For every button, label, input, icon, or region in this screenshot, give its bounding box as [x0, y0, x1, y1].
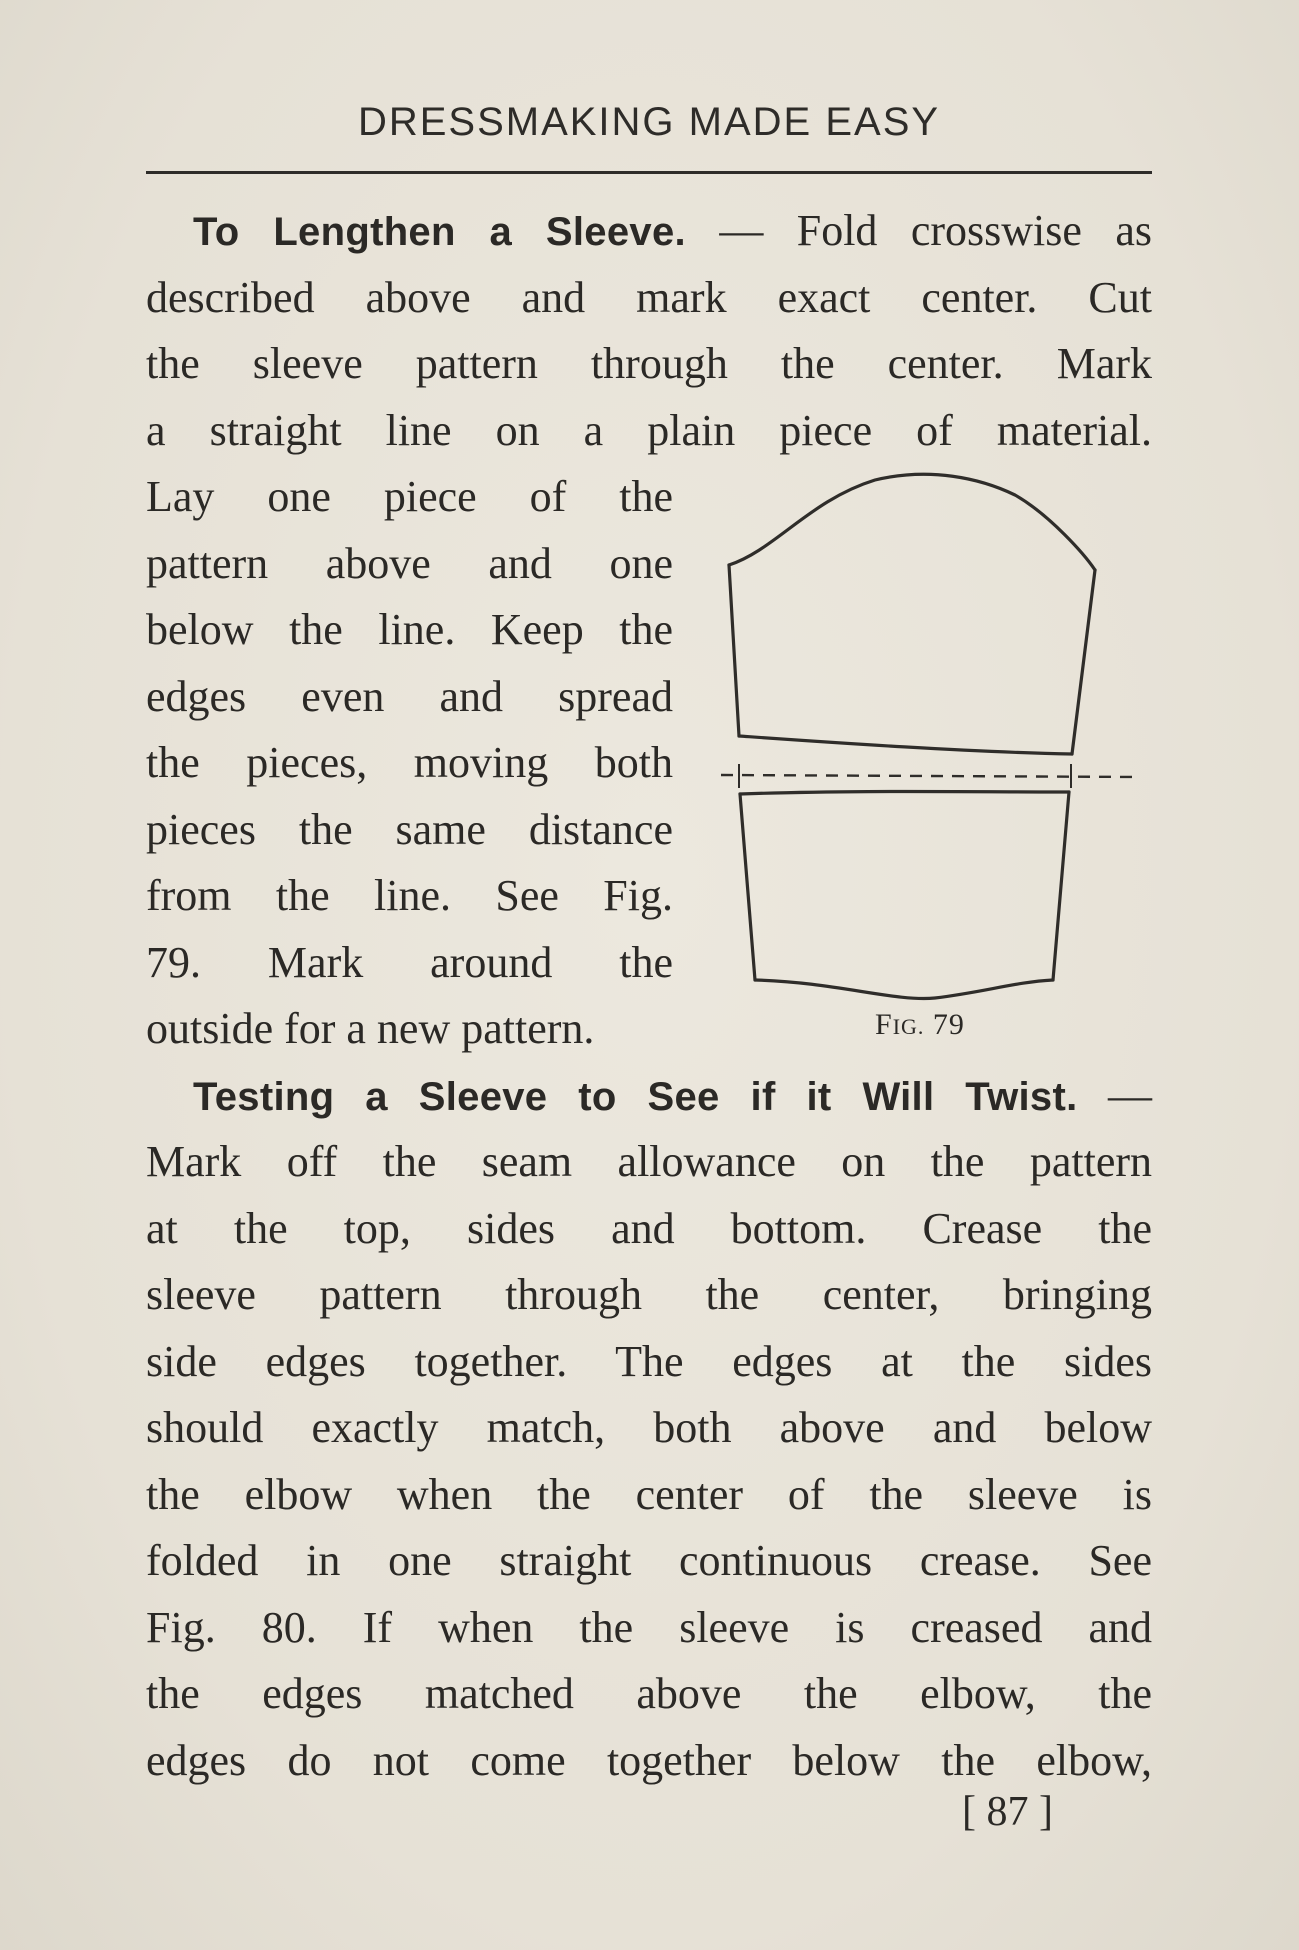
section2-heading: Testing a Sleeve to See if it Will Twist.	[193, 1074, 1078, 1119]
lower-sleeve-top-edge	[740, 792, 1069, 795]
section1-wrap-line-5: pieces the same distance	[146, 804, 673, 854]
section2-line-3: side edges together. The edges at the sides	[146, 1336, 1152, 1386]
caption-prefix: F	[875, 1008, 893, 1041]
section1-line-1: described above and mark exact center. Cut	[146, 272, 1152, 322]
section2-line-5: the elbow when the center of the sleeve is	[146, 1469, 1152, 1519]
caption-number: 79	[924, 1008, 965, 1041]
figure-79-sleeve-diagram	[715, 470, 1145, 1055]
page-number: [ 87 ]	[962, 1789, 1053, 1835]
section2-first-line	[146, 1063, 1152, 1130]
sleeve-pattern-drawing	[715, 470, 1145, 1055]
section1-line-2: the sleeve pattern through the center. Mark	[146, 339, 1152, 388]
section2-line-2: sleeve pattern through the center, bringing	[146, 1270, 1152, 1319]
section2-line-7: Fig. 80. If when the sleeve is creased and	[146, 1602, 1152, 1652]
section1-wrap-line-2: below the line. Keep the	[146, 605, 673, 654]
section1-wrap-line-7: 79. Mark around the	[146, 937, 673, 987]
figure-caption	[875, 1008, 965, 1042]
section1-wrap-line-1: pattern above and one	[146, 538, 673, 588]
section1-line-0: — Fold crosswise as	[685, 206, 1152, 255]
section1-wrap-line-8: outside for a new pattern.	[146, 1004, 595, 1053]
caption-smallcaps: IG.	[892, 1014, 925, 1039]
upper-sleeve-cap	[729, 474, 1095, 570]
section1-heading: To Lengthen a Sleeve.	[193, 210, 686, 254]
upper-sleeve-right-edge	[1072, 570, 1095, 754]
section2-line-4: should exactly match, both above and below	[146, 1403, 1152, 1452]
section2-line-0: Mark off the seam allowance on the pattern	[146, 1137, 1152, 1186]
section2-line-9: edges do not come together below the elbow,	[146, 1735, 1152, 1785]
section1-wrap-line-3: edges even and spread	[146, 671, 673, 721]
section2-heading-tail: —	[1077, 1070, 1152, 1120]
section1-wrap-line-4: the pieces, moving both	[146, 738, 673, 787]
section1-wrap-line-0: Lay one piece of the	[146, 472, 673, 521]
section1-line-3: a straight line on a plain piece of material.	[146, 405, 1152, 455]
section2-line-1: at the top, sides and bottom. Crease the	[146, 1203, 1152, 1253]
header-rule	[146, 171, 1152, 174]
section1-wrap-line-6: from the line. See Fig.	[146, 871, 673, 920]
lower-sleeve-bottom-edge	[755, 980, 1053, 999]
upper-sleeve-cut-edge	[739, 736, 1072, 754]
lower-sleeve-right-edge	[1053, 792, 1069, 980]
section2-line-6: folded in one straight continuous crease. See	[146, 1536, 1152, 1585]
running-head: DRESSMAKING MADE EASY	[357, 100, 941, 144]
upper-sleeve-left-edge	[729, 565, 739, 736]
section2-line-8: the edges matched above the elbow, the	[146, 1669, 1152, 1718]
lower-sleeve-left-edge	[740, 794, 755, 980]
section1-first-line	[146, 198, 1152, 265]
straight-reference-line	[721, 775, 1140, 777]
